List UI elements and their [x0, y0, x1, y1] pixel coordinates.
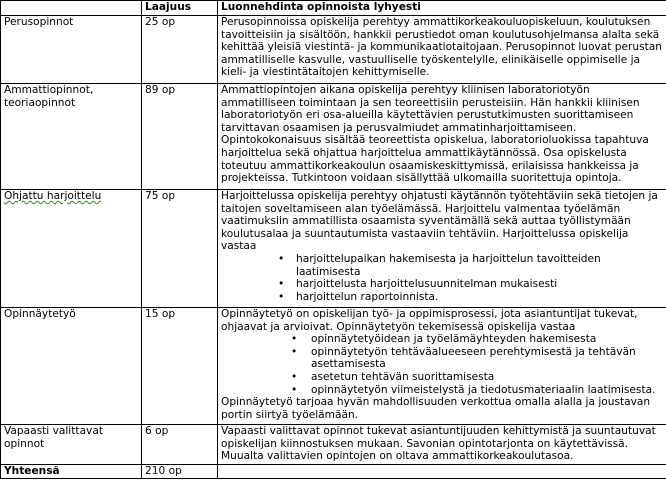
total-label: Yhteensä: [1, 465, 142, 479]
table-row: [1, 308, 666, 425]
table-row: [1, 16, 666, 84]
study-scope: 25 op: [142, 16, 218, 84]
study-description: Harjoittelussa opiskelija perehtyy ohjatusti käytännön työtehtäviin sekä tietojen ja taitojen soveltamiseen alan työelämässä. Harjoittelu valmentaa työelämän vaatimuksiin ammatillista osaamista syventämällä sekä auttaa työllistymään koulutusalaa ja suuntautumista vastaaviin tehtäviin. Harjoittelussa opiskelija vastaa: [221, 190, 658, 253]
list-item: • harjoittelusta harjoittelusuunnitelman mukaisesti: [296, 278, 663, 291]
spellcheck-underlined-text: Ohjattu harjoittelu: [4, 190, 102, 202]
header-row: [1, 1, 666, 16]
study-scope: 89 op: [142, 84, 218, 190]
total-scope: 210 op: [142, 465, 218, 479]
header-description: Luonnehdinta opinnoista lyhyesti: [218, 1, 666, 16]
list-item: • harjoittelun raportoinnista.: [296, 291, 663, 304]
study-description: Vapaasti valittavat opinnot tukevat asiantuntijuuden kehittymistä ja suuntautuvat opiskelijan kiinnostuksen mukaan. Savonian opintotarjonta on käytettävissä. Muualta valittavien opintojen on oltava ammattikorkeakoulutasoa.: [218, 425, 666, 465]
total-empty: [218, 465, 666, 479]
list-item: • opinnäytetyöidean ja työelämäyhteyden hakemisesta: [311, 333, 663, 346]
total-row: [1, 465, 666, 479]
bullet-list: [221, 253, 663, 303]
list-item: • asetetun tehtävän suorittamisesta: [311, 371, 663, 384]
list-item: • opinnäytetyön viimeistelystä ja tiedotusmateriaalin laatimisesta.: [311, 384, 663, 397]
study-name: [1, 190, 142, 308]
header-empty: [1, 1, 142, 16]
study-description-after: Opinnäytetyö tarjoaa hyvän mahdollisuuden verkottua omalla alalla ja joustavan portin siirtyä työelämään.: [221, 396, 651, 421]
study-description: Ammattiopintojen aikana opiskelija perehtyy kliinisen laboratoriotyön ammatilliseen toimintaan ja sen teoreettisiin perusteisiin. Hän hankkii kliinisen laboratoriotyön eri osa-alueilla käytettävien perustutkimusten suorittamiseen tarvittavan osaamisen ja perusvalmiudet ammatinharjoittamiseen. Opintokokonaisuus sisältää teoreettista opiskelua, laboratorioluokissa tapahtuva harjoittelua sekä ohjattua harjoittelua ammattikäytännössä. Osa opiskelusta toteutuu ammattikorkeakoulun osaamiskeskittymissä, erilaisissa hankkeissa ja projekteissa. Tutkintoon voidaan sisällyttää ulkomailla suoritettuja opintoja.: [218, 84, 666, 190]
list-item: • harjoittelupaikan hakemisesta ja harjoittelun tavoitteiden laatimisesta: [296, 253, 663, 278]
study-name: Opinnäytetyö: [1, 308, 142, 425]
study-description-cell: [218, 190, 666, 308]
bullet-list: [221, 333, 663, 396]
header-scope: Laajuus: [142, 1, 218, 16]
study-description: Perusopinnoissa opiskelija perehtyy ammattikorkeakouluopiskeluun, koulutuksen tavoitteisiin ja sisältöön, hankkii perustiedot oman koulutusohjelmansa alalta sekä kehittää yleisiä viestintä- ja kommunikaatiotaitojaan. Perusopinnot luovat perustan ammatilliselle kasvulle, vastuulliselle työskentelylle, elinikäiselle oppimiselle ja kieli- ja viestintätaitojen kehittymiselle.: [218, 16, 666, 84]
study-name: Vapaasti valittavat opinnot: [1, 425, 142, 465]
study-name: Perusopinnot: [1, 16, 142, 84]
study-scope: 15 op: [142, 308, 218, 425]
study-scope: 75 op: [142, 190, 218, 308]
study-name: Ammattiopinnot, teoriaopinnot: [1, 84, 142, 190]
table-row: [1, 425, 666, 465]
study-description: Opinnäytetyö on opiskelijan työ- ja oppimisprosessi, jota asiantuntijat tukevat, ohjaavat ja arvioivat. Opinnäytetyön tekemisessä opiskelija vastaa: [221, 308, 638, 333]
study-scope: 6 op: [142, 425, 218, 465]
study-description-cell: [218, 308, 666, 425]
list-item: • opinnäytetyön tehtäväalueeseen perehtymisestä ja tehtävän asettamisesta: [311, 346, 663, 371]
table-row: [1, 84, 666, 190]
table-row: [1, 190, 666, 308]
